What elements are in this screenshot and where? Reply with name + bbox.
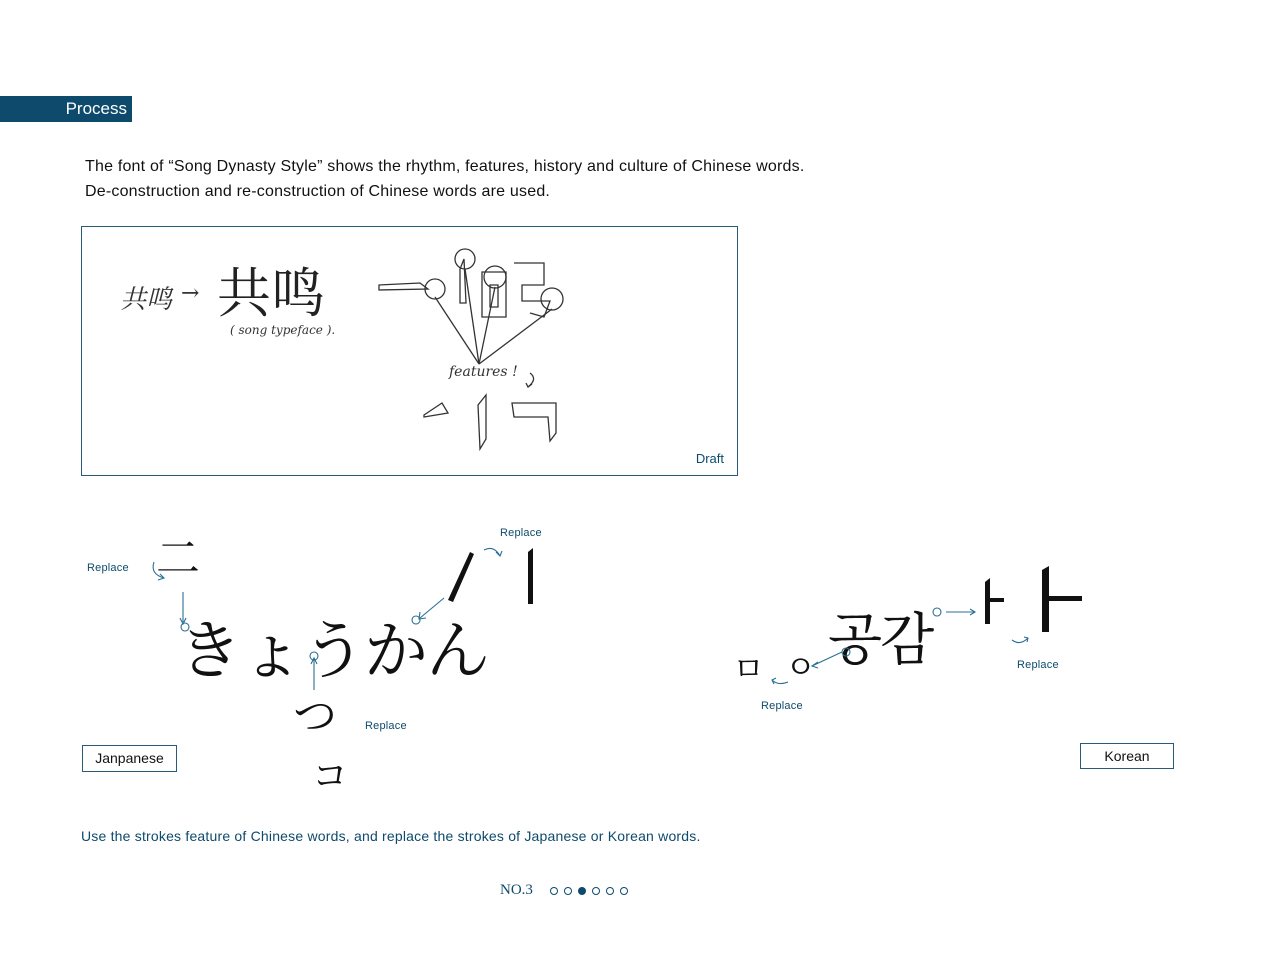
korean-stroke-mieum: ㅁ — [733, 650, 764, 688]
sketch-arrow-icon: → — [181, 281, 200, 306]
korean-word: 공감 — [828, 608, 933, 673]
sketch-source-chars: 共鸣 — [120, 285, 173, 315]
japanese-stroke-ko: コ — [312, 756, 349, 797]
japanese-replace-callout-1: Replace — [87, 562, 129, 574]
sketch-typeface-note: ( song typeface ). — [230, 323, 336, 337]
korean-stroke-ieung: ㅇ — [785, 648, 816, 686]
intro-line-1: The font of “Song Dynasty Style” shows the rhythm, features, history and culture of Chinese words. — [85, 158, 805, 175]
sketch-strokes-drawing — [82, 227, 739, 477]
page-dot-2[interactable] — [564, 887, 572, 895]
korean-replace-callout-2: Replace — [761, 700, 803, 712]
korean-a-stroke-2 — [1042, 566, 1082, 632]
draft-sketch-panel — [81, 226, 738, 476]
japanese-stroke-ni: 二 — [156, 533, 200, 584]
japanese-slash-stroke — [448, 552, 474, 602]
page-number: NO.3 — [500, 882, 533, 898]
process-tab: Process — [0, 96, 132, 122]
draft-label: Draft — [695, 451, 724, 466]
korean-a-stroke-1 — [985, 578, 1004, 624]
strokes-feature-note: Use the strokes feature of Chinese words, and replace the strokes of Japanese or Korean words. — [81, 828, 701, 844]
page-dot-6[interactable] — [620, 887, 628, 895]
page-dot-1[interactable] — [550, 887, 558, 895]
page-dot-3[interactable] — [578, 887, 586, 895]
intro-line-2: De-construction and re-construction of Chinese words are used. — [85, 183, 551, 200]
japanese-word: きょうかん — [178, 615, 488, 689]
japanese-stroke-tsu: つ — [293, 691, 337, 742]
korean-label: Korean — [1080, 743, 1174, 769]
japanese-replace-callout-3: Replace — [365, 720, 407, 732]
sketch-features-note: features ! — [449, 364, 518, 380]
japanese-replace-callout-2: Replace — [500, 527, 542, 539]
pagination-dots — [550, 887, 628, 895]
page-dot-5[interactable] — [606, 887, 614, 895]
korean-replace-callout-1: Replace — [1017, 659, 1059, 671]
page-dot-4[interactable] — [592, 887, 600, 895]
sketch-song-typeface-chars: 共鸣 — [217, 262, 325, 325]
replace-curve-icon — [1012, 638, 1028, 643]
replace-curve-icon — [484, 548, 500, 556]
japanese-label: Janpanese — [82, 745, 177, 772]
japanese-vertical-stroke — [528, 548, 533, 604]
